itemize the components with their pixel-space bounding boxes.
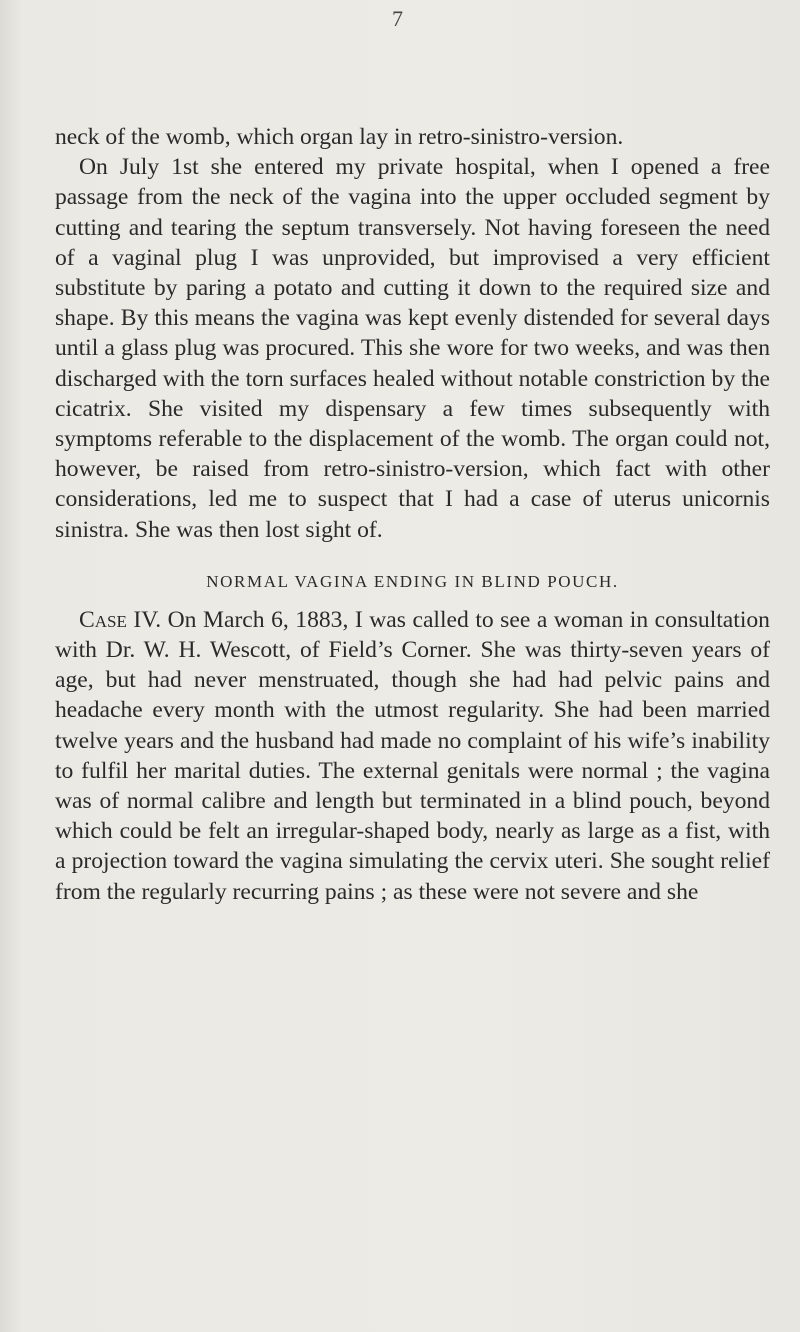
section-heading: NORMAL VAGINA ENDING IN BLIND POUCH. bbox=[206, 571, 619, 591]
paragraph-continuation: neck of the womb, which organ lay in retro-sinistro-version. bbox=[55, 124, 624, 150]
case-label: Case IV. bbox=[79, 606, 162, 633]
case-iv-text: On March 6, 1883, I was called to see a woman in consultation with Dr. W. H. Wescott, of Field’s Corner. She was thirty-seven years of age, but had never menstruated, though she had had pelvic pains and headache every month with the utmost regularity. She had been married twelve years and the husband had made no complaint of his wife’s inability to fulfil her marital duties. The external genitals were normal ; the vagina was of normal calibre and length but terminated in a blind pouch, beyond which could be felt an irregular-shaped body, nearly as large as a fist, with a projection toward the vagina simulating the cervix uteri. She sought relief from the regularly recurring pains ; as these were not severe and she bbox=[55, 606, 770, 905]
paragraph-hospital-treatment: On July 1st she entered my private hospital, when I opened a free passage from the neck of the vagina into the upper occluded segment by cutting and tearing the septum transversely. Not having foreseen the need of a vaginal plug I was unprovided, but improvised a very efficient substitute by paring a potato and cutting it down to the required size and shape. By this means the vagina was kept evenly distended for several days until a glass plug was procured. This she wore for two weeks, and was then discharged with the torn surfaces healed without notable constriction by the cicatrix. She visited my dispensary a few times subsequently with symptoms referable to the displacement of the womb. The organ could not, however, be raised from retro-sinistro-version, which fact with other considerations, led me to suspect that I had a case of uterus unicornis sinistra. She was then lost sight of. bbox=[55, 154, 770, 543]
page-number: 7 bbox=[392, 6, 403, 31]
body-text bbox=[55, 122, 770, 907]
paragraph-case-iv bbox=[55, 605, 770, 907]
